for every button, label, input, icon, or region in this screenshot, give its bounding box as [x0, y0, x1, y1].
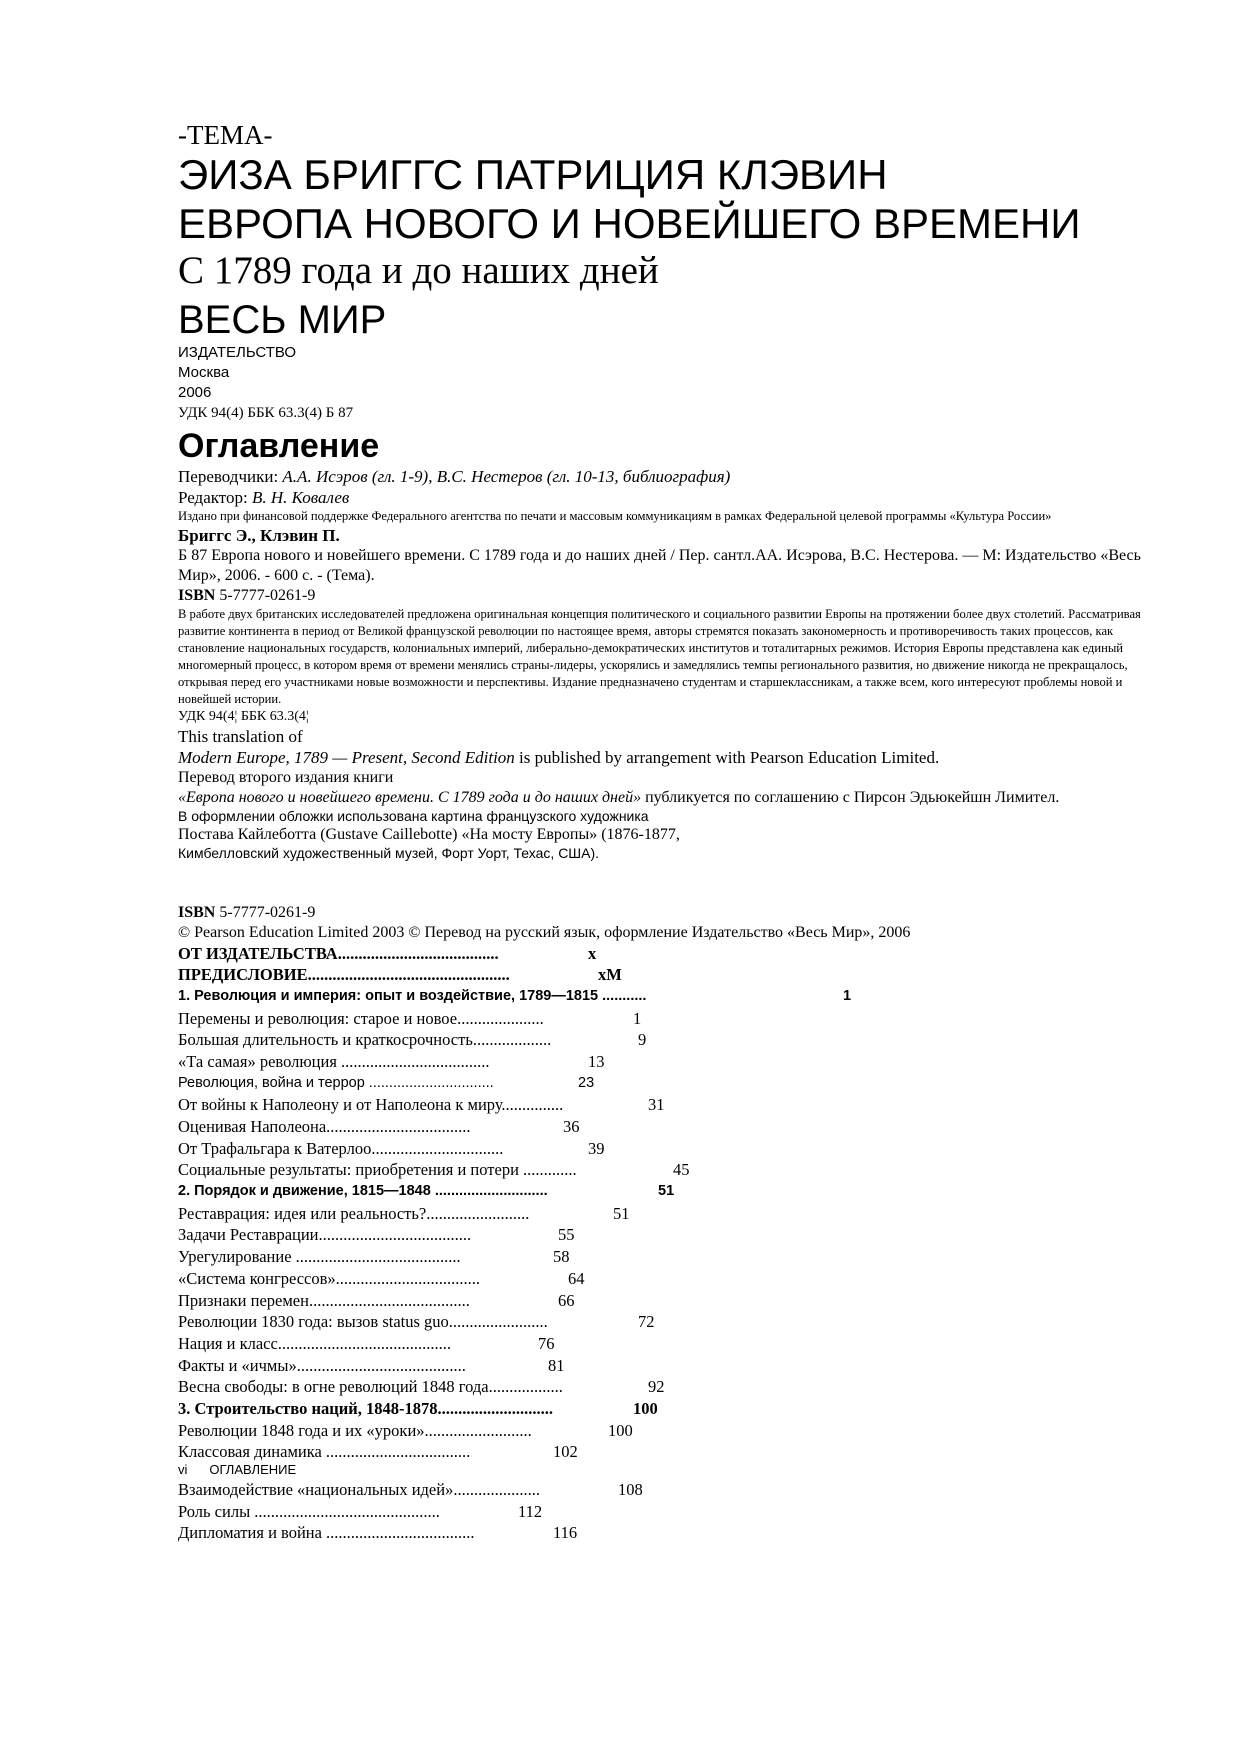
udk-line: УДК 94(4) ББК 63.3(4) Б 87: [178, 405, 354, 421]
catalog-entry: Б 87 Европа нового и новейшего времени. С 1789 года и до наших дней / Пер. сантл.АА. Исэрова, B.C. Нестерова. — М: Издательство «Весь Мир», 2006. - 600 с. - (Тема).: [178, 547, 1141, 584]
toc-entry: [178, 1479, 1178, 1501]
toc-entry-title: Оценивая Наполеона...................................: [178, 1117, 471, 1136]
toc-entry-page: 100: [608, 1420, 633, 1440]
toc-entry-title: Нация и класс..........................................: [178, 1333, 452, 1353]
toc-entry: [178, 1311, 1178, 1333]
toc-entry-page: 51: [658, 1183, 675, 1200]
toc-heading: Оглавление: [178, 427, 380, 465]
toc-entry: [178, 1501, 1178, 1523]
ru-title: «Европа нового и новейшего времени. С 1789 года и до наших дней»: [178, 788, 642, 806]
original-title: Modern Europe, 1789 — Present, Second Edition: [178, 747, 515, 767]
isbn-line: [178, 586, 1178, 606]
toc-entry: [178, 1290, 1178, 1312]
editor-name: В. Н. Ковалев: [251, 488, 350, 507]
toc-entry-title: Признаки перемен.......................................: [178, 1290, 470, 1310]
toc-entry: [178, 943, 1178, 965]
isbn-label: ISBN: [178, 587, 216, 604]
toc-entry: [178, 964, 1178, 986]
funding-note: Издано при финансовой поддержке Федерального агентства по печати и массовым коммуникациям в рамках Федеральной целевой программы «Культура России»: [178, 509, 1052, 523]
publisher-name: ВЕСЬ МИР: [178, 298, 387, 342]
toc-entry-title: От войны к Наполеону и от Наполеона к миру...............: [178, 1095, 564, 1115]
toc-entry-page: 51: [613, 1203, 630, 1223]
running-head-title: ОГЛАВЛЕНИЕ: [209, 1462, 297, 1477]
translators-label: Переводчики:: [178, 467, 279, 486]
toc-entry-title: Классовая динамика ...................................: [178, 1442, 471, 1462]
toc-entry-title: 3. Строительство наций, 1848-1878............................: [178, 1398, 553, 1418]
toc-entry-title: Весна свободы: в огне революций 1848 года..................: [178, 1377, 563, 1397]
toc-entry: [178, 1073, 1178, 1095]
series-name: -ТЕМА-: [178, 120, 273, 150]
toc-entry-page: x: [588, 943, 597, 963]
toc-entry-page: 81: [548, 1355, 565, 1375]
copyright: © Pearson Education Limited 2003 © Перевод на русский язык, оформление Издательство «Весь Мир», 2006: [178, 923, 911, 941]
toc-entry-page: 31: [648, 1095, 665, 1115]
toc-entry-title: Урегулирование ........................................: [178, 1247, 461, 1267]
isbn-value-2: 5-7777-0261-9: [219, 903, 316, 921]
cover-line-2: Постава Кайлеботта (Gustave Caillebotte) «На мосту Европы» (1876-1877,: [178, 826, 680, 843]
document-page: [178, 120, 1178, 1544]
toc-entry-page: 36: [563, 1117, 580, 1136]
toc-entry-title: Реставрация: идея или реальность?.........................: [178, 1203, 530, 1223]
authors: ЭИЗА БРИГГС ПАТРИЦИЯ КЛЭВИН: [178, 151, 888, 198]
toc-entry-page: 1: [633, 1008, 642, 1028]
toc-entry-title: «Та самая» революция ....................................: [178, 1051, 490, 1071]
toc-entry: [178, 1116, 1178, 1138]
toc-entry-title: Факты и «ичмы».........................................: [178, 1355, 466, 1375]
toc-entry: [178, 986, 1178, 1008]
toc-entry: [178, 1420, 1178, 1442]
toc-entry-title: «Система конгрессов»...................................: [178, 1268, 481, 1288]
toc-entry-page: 39: [588, 1138, 605, 1158]
toc-entry-title: Революции 1830 года: вызов status guo........................: [178, 1312, 548, 1332]
book-title: ЕВРОПА НОВОГО И НОВЕЙШЕГО ВРЕМЕНИ: [178, 200, 1081, 247]
running-head-page: vi: [178, 1462, 188, 1477]
cover-line-3: Кимбелловский художественный музей, Форт Уорт, Техас, США).: [178, 845, 600, 861]
table-of-contents: [178, 943, 1178, 1545]
isbn-line-2: [178, 903, 1178, 923]
toc-entry-title: Роль силы .............................................: [178, 1501, 440, 1521]
toc-entry-page: 1: [843, 987, 852, 1004]
toc-entry-page: 102: [553, 1442, 578, 1462]
translators-names: А.А. Исэров (гл. 1-9), B.C. Нестеров (гл. 10-13, библиография): [282, 467, 731, 486]
toc-entry: [178, 1203, 1178, 1225]
ru-rest: публикуется по соглашению с Пирсон Эдьюкейшн Лимител.: [641, 788, 1060, 806]
toc-entry: [178, 1181, 1178, 1203]
toc-entry-title: 1. Революция и империя: опыт и воздействие, 1789—1815 ...........: [178, 987, 647, 1004]
toc-entry-page: 108: [618, 1480, 643, 1499]
toc-entry-title: Дипломатия и война ....................................: [178, 1523, 475, 1543]
toc-entry-page: 112: [518, 1501, 543, 1521]
toc-entry: [178, 1522, 1178, 1544]
toc-entry-title: ОТ ИЗДАТЕЛЬСТВА.......................................: [178, 943, 499, 963]
toc-entry-title: Социальные результаты: приобретения и потери .............: [178, 1160, 577, 1180]
translators-line: [178, 466, 1178, 487]
ru-edition-line: [178, 788, 1178, 808]
toc-entry: [178, 1441, 1178, 1463]
toc-entry-title: Задачи Реставрации.....................................: [178, 1225, 472, 1245]
toc-entry-page: 45: [673, 1160, 690, 1180]
toc-entry-page: 76: [538, 1333, 555, 1353]
toc-entry-page: 64: [568, 1268, 585, 1288]
toc-entry: [178, 1376, 1178, 1398]
toc-entry-page: 55: [558, 1225, 575, 1245]
translation-of: This translation of: [178, 726, 303, 746]
toc-entry: [178, 1355, 1178, 1377]
toc-entry-page: 9: [638, 1030, 647, 1050]
ru-edition-label: Перевод второго издания книги: [178, 768, 394, 786]
toc-entry-page: 58: [553, 1247, 570, 1267]
toc-entry-title: Перемены и революция: старое и новое.....................: [178, 1008, 544, 1028]
publication-city: Москва: [178, 364, 230, 381]
toc-entry-page: 72: [638, 1312, 655, 1332]
original-rest: is published by arrangement with Pearson Education Limited.: [514, 747, 940, 767]
toc-entry-page: 13: [588, 1051, 605, 1071]
publisher-label: ИЗДАТЕЛЬСТВО: [178, 344, 297, 361]
toc-entry: [178, 1224, 1178, 1246]
toc-entry-title: Революции 1848 года и их «уроки»..........................: [178, 1420, 532, 1440]
toc-entry-page: 116: [553, 1523, 578, 1543]
toc-entry: [178, 1398, 1178, 1420]
toc-entry: [178, 1138, 1178, 1160]
toc-entry-title: От Трафальгара к Ватерлоо................................: [178, 1138, 504, 1158]
running-head: [178, 1463, 1178, 1479]
toc-entry-page: 100: [633, 1398, 658, 1418]
toc-entry-title: Взаимодействие «национальных идей».....................: [178, 1480, 540, 1499]
cover-line-1: В оформлении обложки использована картина французского художника: [178, 807, 649, 824]
book-subtitle: С 1789 года и до наших дней: [178, 249, 659, 292]
toc-entry-title: ПРЕДИСЛОВИЕ.................................................: [178, 965, 510, 985]
toc-entry: [178, 1246, 1178, 1268]
toc-entry-title: Революция, война и террор ...............................: [178, 1074, 494, 1091]
toc-entry: [178, 1159, 1178, 1181]
toc-entry-title: Большая длительность и краткосрочность...................: [178, 1030, 552, 1050]
toc-entry: [178, 1268, 1178, 1290]
publication-year: 2006: [178, 384, 212, 401]
toc-entry: [178, 1094, 1178, 1116]
toc-entry-title: 2. Порядок и движение, 1815—1848 ............................: [178, 1183, 548, 1200]
toc-entry: [178, 1333, 1178, 1355]
udk-line-2: УДК 94(4¦ ББК 63.3(4¦: [178, 709, 309, 724]
toc-entry-page: 66: [558, 1290, 575, 1310]
abstract: В работе двух британских исследователей предложена оригинальная концепция политического и социального развитии Европы на протяжении более двух столетий. Рассматривая развитие континента в период от Великой французской революции по настоящее время, авторы стремятся показать закономерность и противоречивость таких процессов, как становление национальных государств, колониальных империй, либерально-демократических институтов и тоталитарных режимов. История Европы представлена как единый многомерный процесс, в котором время от времени менялись страны-лидеры, ускорялись и замедлялись темпы регионального развития, но движение никогда не прекращалось, открывая перед его участниками новые возможности и перспективы. Издание предназначено студентам и старшеклассникам, а также всем, кого интересуют проблемы новой и новейшей истории.: [178, 607, 1141, 706]
toc-entry: [178, 1051, 1178, 1073]
editor-line: [178, 487, 1178, 508]
editor-label: Редактор:: [178, 488, 248, 507]
isbn-label-2: ISBN: [178, 903, 216, 921]
catalog-author: Бриггс Э., Клэвин П.: [178, 526, 340, 545]
toc-entry-page: 92: [648, 1377, 665, 1397]
original-edition-line: [178, 747, 1178, 768]
toc-entry: [178, 1029, 1178, 1051]
toc-entry-page: 23: [578, 1074, 595, 1091]
toc-entry: [178, 1008, 1178, 1030]
isbn-value: 5-7777-0261-9: [219, 587, 316, 604]
toc-entry-page: xM: [598, 965, 622, 985]
